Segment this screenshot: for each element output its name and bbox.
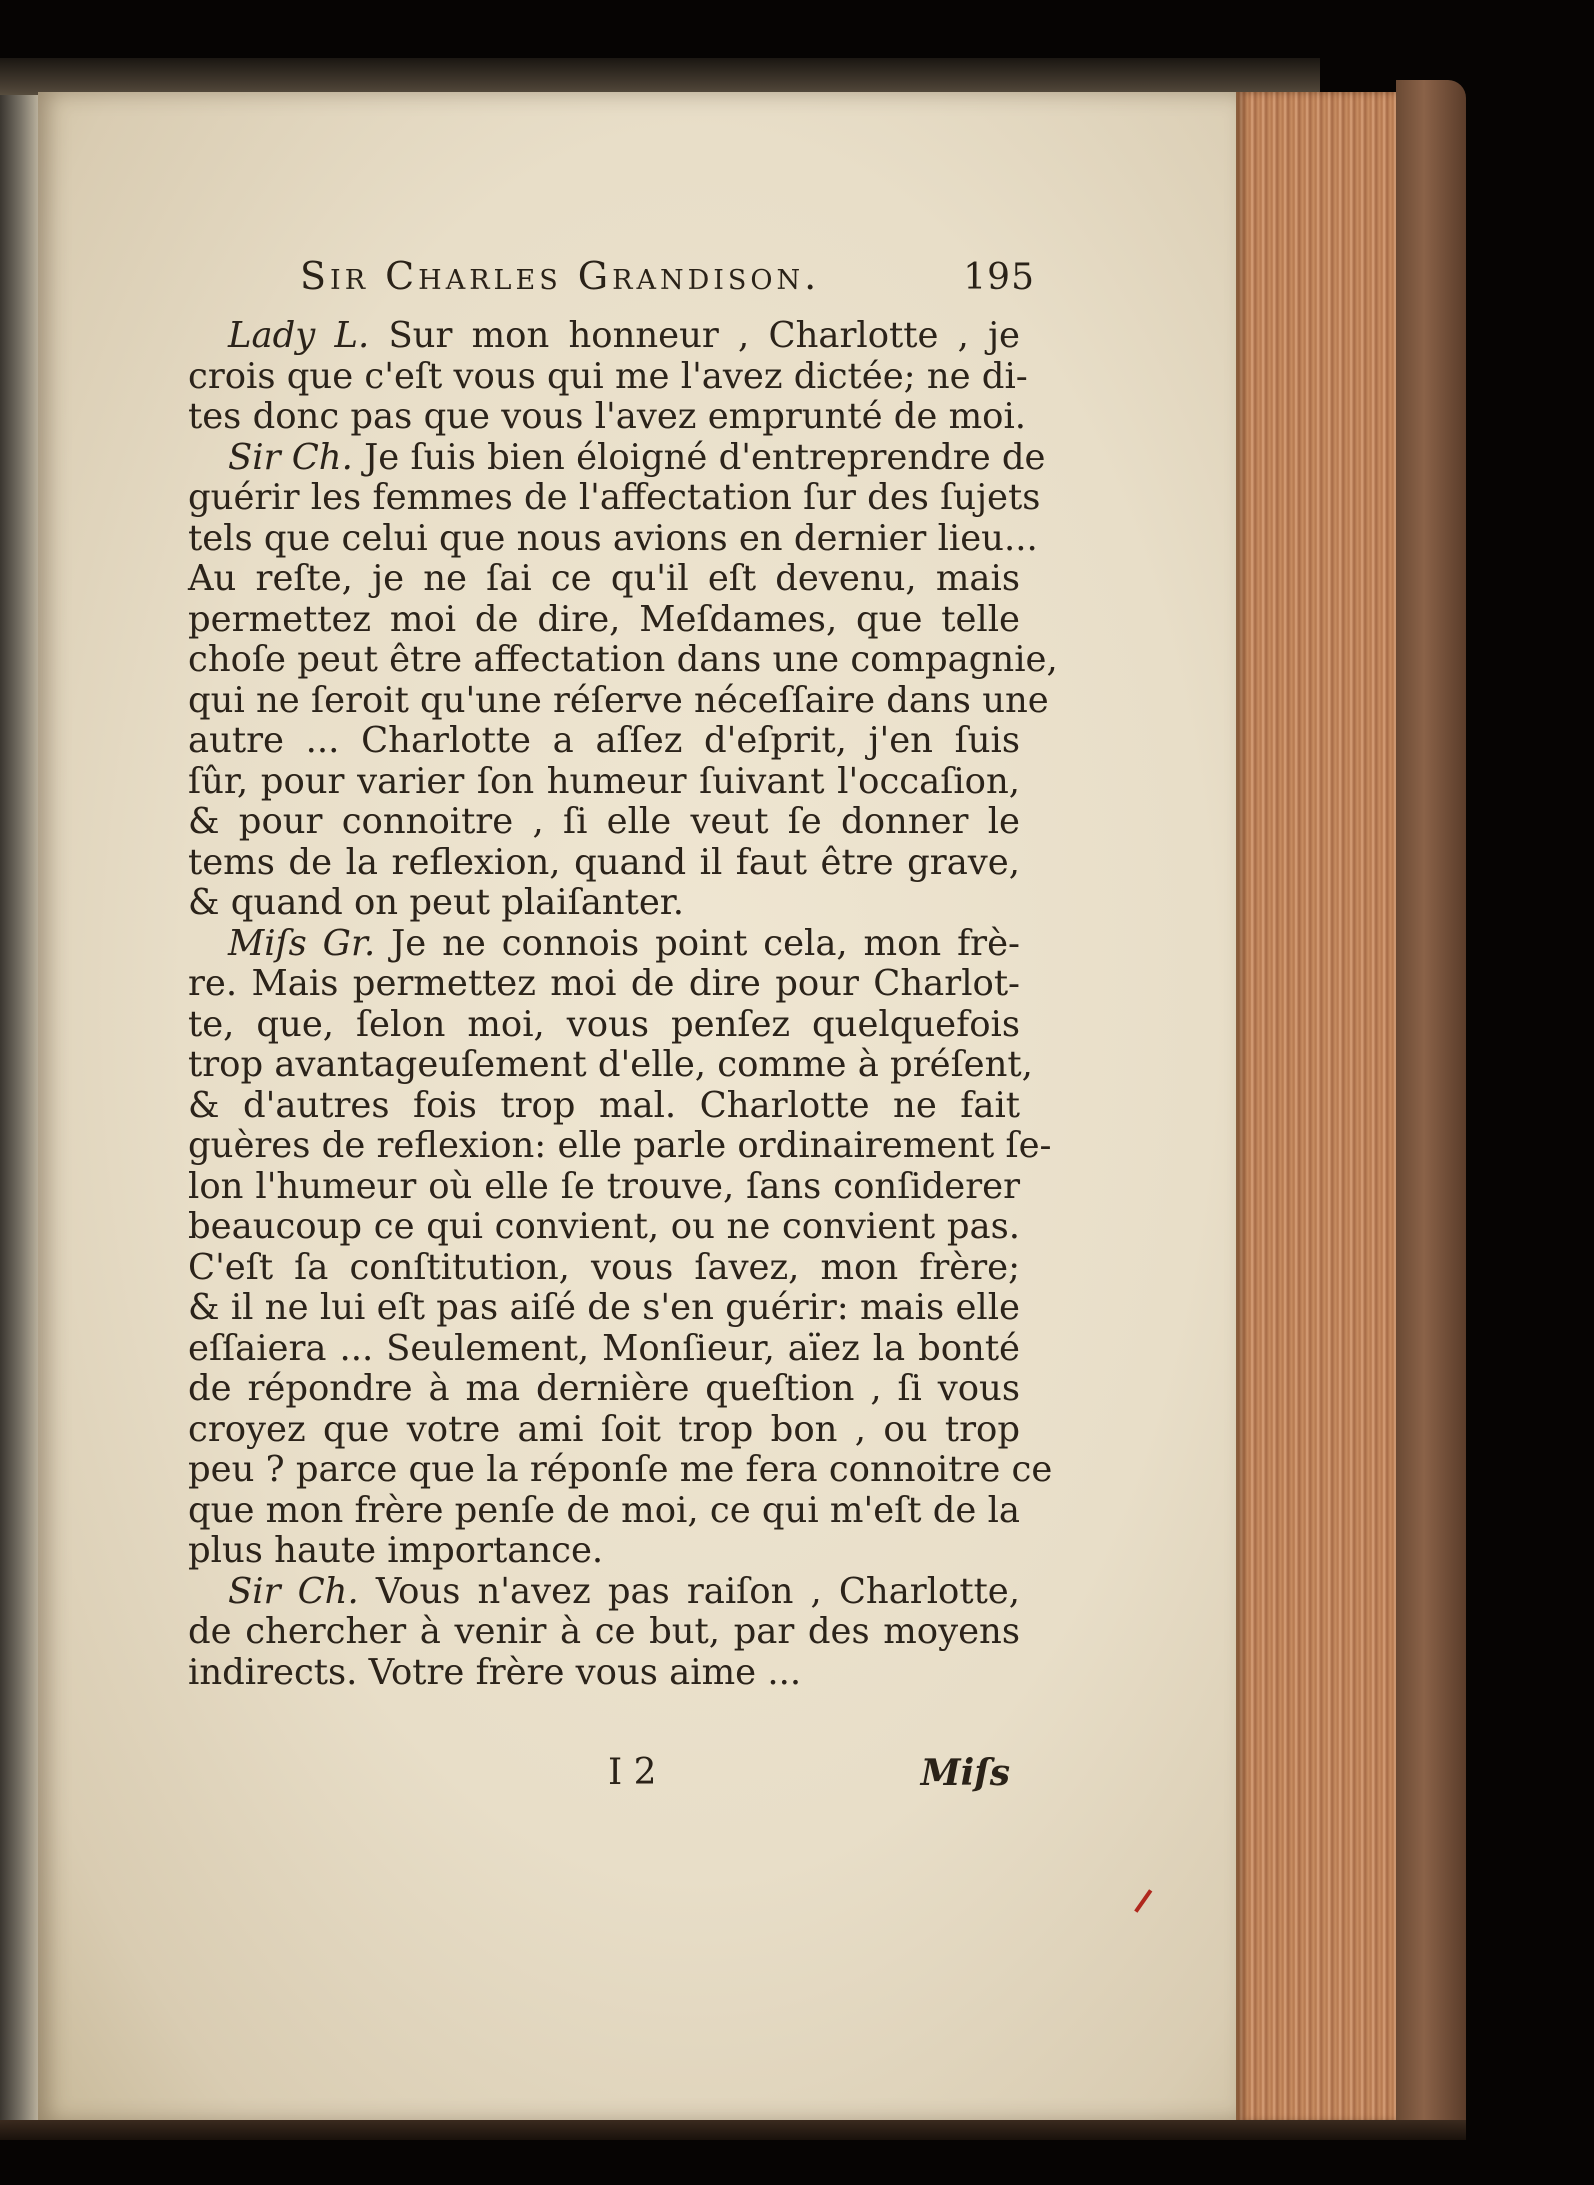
page-footer	[188, 1752, 1020, 1796]
line-text: croyez que votre ami ſoit trop bon , ou trop	[188, 1408, 1020, 1450]
book-cover-bottom	[0, 2120, 1466, 2140]
running-head	[300, 254, 1035, 298]
speaker-name: Lady L.	[228, 315, 370, 356]
line-text: beaucoup ce qui convient, ou ne convient pas.	[188, 1206, 1020, 1247]
text-line	[188, 1653, 1020, 1694]
line-text: autre ... Charlotte a aſſez d'eſprit, j'en ſuis	[188, 720, 1020, 761]
text-line	[188, 1288, 1020, 1329]
text-line	[188, 802, 1020, 843]
line-text: C'eſt ſa conſtitution, vous ſavez, mon frère;	[188, 1246, 1020, 1288]
text-line	[188, 843, 1020, 884]
text-line	[188, 1125, 1052, 1167]
running-title: Sir Charles Grandison.	[300, 254, 821, 298]
text-line	[188, 1044, 1033, 1086]
text-line	[188, 1329, 1020, 1370]
text-line	[188, 1207, 1020, 1248]
text-line	[188, 1086, 1020, 1127]
dialogue-paragraph	[188, 315, 1028, 438]
signature-mark: I 2	[608, 1752, 657, 1793]
line-text: re. Mais permettez moi de dire pour Charlot-	[188, 963, 1020, 1004]
line-text: & il ne lui eſt pas aiſé de s'en guérir: mais elle	[188, 1287, 1020, 1328]
text-line	[188, 355, 1028, 398]
speaker-name: Sir Ch.	[228, 436, 353, 478]
line-text: de répondre à ma dernière queſtion , ſi vous	[188, 1368, 1020, 1409]
page-number: 195	[963, 257, 1035, 298]
line-text: qui ne ſeroit qu'une réſerve néceſſaire dans une	[188, 679, 1049, 721]
text-line	[188, 1449, 1053, 1491]
page-edges	[1236, 92, 1396, 2122]
line-text: Je ne connois point cela, mon frè-	[391, 922, 1020, 964]
line-text: crois que c'eſt vous qui me l'avez dictée; ne di-	[188, 355, 1028, 397]
line-text: lon l'humeur où elle ſe trouve, ſans conſiderer	[188, 1165, 1020, 1207]
line-text: peu ? parce que la réponſe me fera connoitre ce	[188, 1449, 1053, 1490]
text-line	[188, 679, 1049, 722]
line-text: te, que, ſelon moi, vous penſez quelquefois	[188, 1003, 1020, 1045]
line-text: plus haute importance.	[188, 1530, 604, 1571]
speaker-name: Miſs Gr.	[228, 922, 376, 964]
line-text: tes donc pas que vous l'avez emprunté de moi.	[188, 396, 1027, 437]
line-text: eſſaiera ... Seulement, Monſieur, aïez la bonté	[188, 1327, 1020, 1369]
text-line	[188, 1531, 1020, 1572]
text-line	[188, 721, 1020, 762]
text-line	[188, 477, 1041, 519]
speaker-name: Sir Ch.	[228, 1570, 359, 1612]
text-line	[188, 1572, 1020, 1613]
text-line	[188, 1369, 1020, 1410]
line-text: trop avantageuſement d'elle, comme à préſent,	[188, 1044, 1033, 1085]
dialogue-paragraph	[188, 1572, 1020, 1694]
line-text: permettez moi de dire, Meſdames, que telle	[188, 598, 1020, 640]
dialogue-paragraph	[188, 436, 1058, 924]
text-line	[188, 639, 1058, 681]
text-line	[188, 883, 1020, 924]
facing-page-edge	[0, 95, 38, 2120]
text-line	[188, 316, 1020, 357]
line-text: & d'autres fois trop mal. Charlotte ne fait	[188, 1084, 1020, 1126]
text-line	[188, 924, 1020, 965]
line-text: Sur mon honneur , Charlotte , je	[388, 315, 1020, 356]
book-cover-edge	[1396, 80, 1466, 2140]
text-line	[188, 1491, 1020, 1532]
line-text: guères de reflexion: elle parle ordinairement ſe-	[188, 1125, 1052, 1166]
text-line	[188, 1005, 1020, 1046]
text-line	[188, 1612, 1020, 1653]
body-text	[188, 315, 1058, 1693]
text-line	[188, 1410, 1020, 1451]
text-line	[188, 964, 1020, 1005]
text-line	[188, 762, 1020, 803]
line-text: indirects. Votre frère vous aime ...	[188, 1651, 802, 1693]
line-text: de chercher à venir à ce but, par des moyens	[188, 1611, 1020, 1652]
text-line	[188, 396, 1027, 438]
text-line	[188, 600, 1020, 641]
catchword: Miſs	[920, 1752, 1010, 1794]
text-line	[188, 559, 1020, 600]
line-text: tems de la reflexion, quand il faut être grave,	[188, 841, 1020, 883]
text-line	[188, 436, 1046, 479]
line-text: que mon frère penſe de moi, ce qui m'eſt de la	[188, 1489, 1020, 1531]
line-text: Au reſte, je ne ſai ce qu'il eſt devenu, mais	[188, 558, 1020, 599]
line-text: choſe peut être affectation dans une compagnie,	[188, 639, 1058, 680]
line-text: & quand on peut plaiſanter.	[188, 882, 685, 923]
line-text: guérir les femmes de l'affectation ſur des ſujets	[188, 477, 1041, 518]
line-text: tels que celui que nous avions en dernier lieu...	[188, 517, 1038, 559]
line-text: & pour connoitre , ſi elle veut ſe donner le	[188, 801, 1020, 842]
text-line	[188, 517, 1038, 560]
dialogue-paragraph	[188, 922, 1053, 1572]
line-text: ſûr, pour varier ſon humeur ſuivant l'occaſion,	[188, 760, 1020, 802]
text-line	[188, 1167, 1020, 1208]
text-line	[188, 1248, 1020, 1289]
line-text: Vous n'avez pas raiſon , Charlotte,	[375, 1570, 1020, 1612]
line-text: Je ſuis bien éloigné d'entreprendre de	[364, 436, 1046, 478]
